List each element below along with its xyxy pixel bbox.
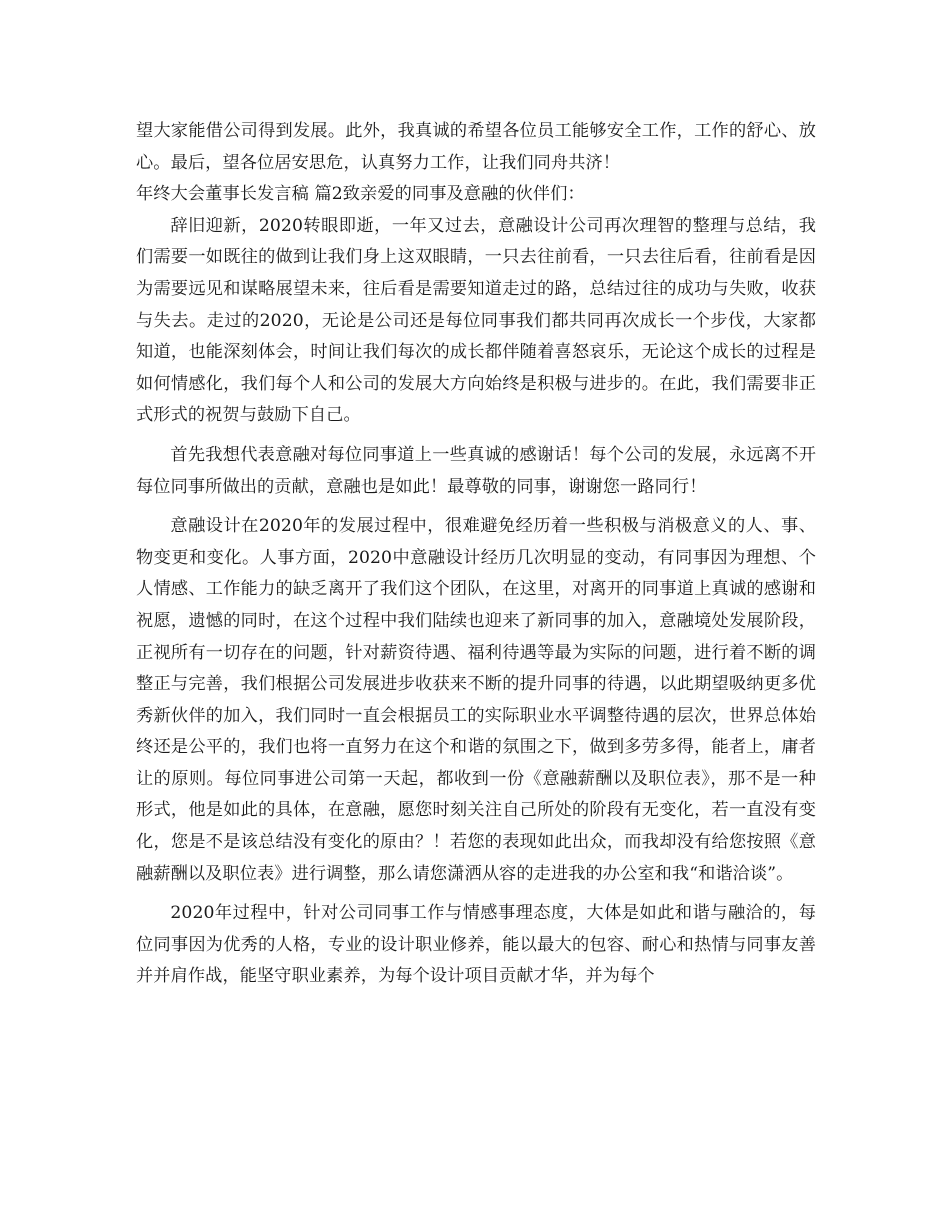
paragraph-development: 意融设计在2020年的发展过程中，很难避免经历着一些积极与消极意义的人、事、物变更和变化。人事方面，2020中意融设计经历几次明显的变动，有同事因为理想、个人情感、工作能力的缺乏离开了我们这个团队，在这里，对离开的同事道上真诚的感谢和祝愿，遗憾的同时，在这个过程中我们陆续也迎来了新同事的加入，意融境处发展阶段，正视所有一切存在的问题，针对薪资待遇、福利待遇等最为实际的问题，进行着不断的调整正与完善，我们根据公司发展进步收获来不断的提升同事的待遇，以此期望吸纳更多优秀新伙伴的加入，我们同时一直会根据员工的实际职业水平调整待遇的层次，世界总体始终还是公平的，我们也将一直努力在这个和谐的氛围之下，做到多劳多得，能者上，庸者让的原则。每位同事进公司第一天起，都收到一份《意融薪酬以及职位表》，那不是一种形式，他是如此的具体，在意融，愿您时刻关注自己所处的阶段有无变化，若一直没有变化，您是不是该总结没有变化的原由？！若您的表现如此出众，而我却没有给您按照《意融薪酬以及职位表》进行调整，那么请您潇洒从容的走进我的办公室和我“和谐洽谈”。 [136, 516, 816, 884]
section-heading: 年终大会董事长发言稿 篇2致亲爱的同事及意融的伙伴们： [136, 184, 585, 205]
paragraph-team-harmony: 2020年过程中，针对公司同事工作与情感事理态度，大体是如此和谐与融洽的，每位同事因为优秀的人格，专业的设计职业修养，能以最大的包容、耐心和热情与同事友善并并肩作战，能坚守职业素养，为每个设计项目贡献才华，并为每个 [136, 903, 816, 987]
paragraph-new-year-summary: 辞旧迎新，2020转眼即逝，一年又过去，意融设计公司再次理智的整理与总结，我们需要一如既往的做到让我们身上这双眼睛，一只去往前看，一只去往后看，往前看是因为需要远见和谋略展望未来，往后看是需要知道走过的路，总结过往的成功与失败，收获与失去。走过的2020，无论是公司还是每位同事我们都共同再次成长一个步伐，大家都知道，也能深刻体会，时间让我们每次的成长都伴随着喜怒哀乐，无论这个成长的过程是如何情感化，我们每个人和公司的发展大方向始终是积极与进步的。在此，我们需要非正式形式的祝贺与鼓励下自己。 [136, 215, 816, 426]
paragraph-thanks: 首先我想代表意融对每位同事道上一些真诚的感谢话！每个公司的发展，永远离不开每位同事所做出的贡献，意融也是如此！最尊敬的同事，谢谢您一路同行！ [136, 444, 816, 497]
paragraph-closing-remarks: 望大家能借公司得到发展。此外，我真诚的希望各位员工能够安全工作，工作的舒心、放心。最后，望各位居安思危，认真努力工作，让我们同舟共济！ [136, 121, 816, 173]
document-body [136, 116, 816, 993]
